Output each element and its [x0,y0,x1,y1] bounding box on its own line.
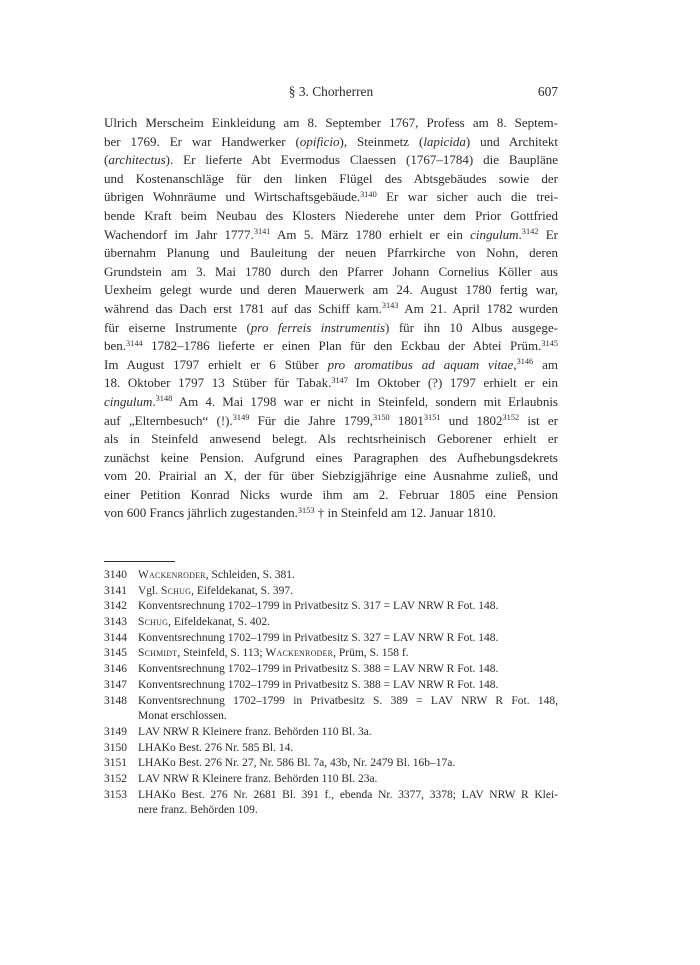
text-run: vom 20. Prairial an X, der für über Siebzigjährige eine Ausnahme zuließ, und [104,468,558,484]
text-run: . [518,226,522,242]
text-run: übrigen Wohnräume und Wirtschaftsgebäude. [104,189,361,205]
page-number: 607 [537,84,558,99]
text-run: Am 21. April 1782 wurden [398,300,558,316]
footnote-text [138,788,558,819]
italic-text: lapicida [423,133,466,149]
footnote-number: 3143 [104,616,127,629]
text-run: ). Er lieferte Abt Evermodus Claessen (1767–1784) die Baupläne [165,152,558,168]
footnote-item [104,584,558,600]
text-run: Er war sicher auch die trei- [376,189,558,205]
footnote-reference: 3147 [331,375,348,385]
smallcaps-author: Schug [161,584,192,597]
smallcaps-author: Wackenroder [138,569,206,581]
text-run: Konventsrechnung 1702–1799 in Privatbesitz S. 327 = LAV NRW R Fot. 148. [138,631,499,644]
italic-text: architectus [108,152,166,168]
text-run: Am 4. Mai 1798 war er nicht in Steinfeld, sondern mit Erlaubnis [172,393,558,409]
body-line [104,337,558,356]
body-line [104,504,558,523]
footnote-item [104,788,558,819]
body-line [104,300,558,319]
footnote-reference: 3143 [381,301,399,311]
text-run: ( [104,152,109,168]
footnote-text [138,678,558,694]
footnote-number: 3148 [104,694,127,707]
footnote-reference: 3140 [360,189,377,199]
footnote-reference: 3145 [541,338,558,348]
footnote-line [138,662,558,678]
body-line [104,114,558,133]
italic-text: pro ferreis instrumentis [250,319,386,335]
footnote-item [104,741,558,757]
text-run: übernahm Planung und Bauleitung der neuen Pfarrkirche von Nohn, deren [104,245,558,261]
text-run: , Schleiden, S. 381. [205,569,295,581]
body-line [104,393,558,412]
footnote-number: 3147 [104,678,127,691]
text-run: nere franz. Behörden 109. [138,804,258,817]
footnotes-section [104,568,558,819]
section-heading: § 3. Chorherren [288,84,374,99]
body-line [104,412,558,431]
footnote-reference: 3148 [155,394,173,404]
footnote-line [138,725,558,741]
main-paragraph [104,114,558,523]
body-line [104,151,558,170]
footnote-reference: 3150 [373,412,390,422]
footnote-text [138,662,558,678]
footnote-number: 3141 [104,584,127,597]
text-run: ), Steinmetz ( [339,133,424,149]
text-run: Er [538,226,558,242]
footnote-line [138,709,558,725]
footnote-line [138,584,558,600]
footnote-number: 3142 [104,600,127,613]
text-run: ben. [104,338,127,354]
text-run: ber 1769. Er war Handwerker ( [104,133,300,149]
footnote-number: 3140 [104,569,127,581]
text-run: am [533,356,558,372]
footnote-reference: 3149 [232,412,250,422]
footnote-number: 3144 [104,631,127,644]
footnote-line [138,756,558,772]
footnote-line [138,803,558,819]
text-run: und 1802 [440,412,503,428]
text-run: Für die Jahre 1799, [249,412,374,428]
italic-text: cingulum [104,393,153,409]
footnote-text [138,741,558,757]
footnote-text [138,631,558,647]
body-line [104,244,558,263]
footnote-item [104,756,558,772]
text-run: . [152,393,156,409]
text-run: Vgl. [138,584,161,597]
body-line [104,170,558,189]
text-run: LHAKo Best. 276 Nr. 2681 Bl. 391 f., ebenda Nr. 3377, 3378; LAV NRW R Klei- [138,788,558,801]
text-run: während das Dach erst 1781 auf das Schiff kam. [104,300,382,316]
footnote-text [138,568,558,584]
body-line [104,133,558,152]
body-line [104,486,558,505]
footnote-separator-rule [104,561,175,562]
text-run: zunächst keine Pension. Aufgrund eines Paragraphen des Aufhebungsdekrets [104,449,558,465]
footnote-line [138,788,558,804]
footnote-reference: 3153 [297,505,315,515]
italic-text: pro aromatibus ad aquam vitae [327,356,514,372]
footnote-number: 3150 [104,741,127,754]
footnote-text [138,694,558,725]
text-run: , Steinfeld, S. 113; [177,647,266,660]
footnote-reference: 3146 [516,357,534,367]
body-line [104,374,558,393]
footnote-line [138,568,558,584]
running-header [104,84,558,100]
text-run: , Eifeldekanat, S. 397. [191,584,293,597]
text-run: Am 5. März 1780 erhielt er ein [270,226,471,242]
body-line [104,207,558,226]
text-run: LHAKo Best. 276 Nr. 585 Bl. 14. [138,741,294,754]
footnote-text [138,772,558,788]
footnote-number: 3149 [104,725,127,738]
footnote-line [138,615,558,631]
text-run: bende Kraft beim Neubau des Klosters Niederehe unter dem Prior Gottfried [104,207,558,223]
text-run: einer Petition Konrad Nicks wurde ihm am 2. Februar 1805 eine Pension [104,486,558,502]
text-run: LAV NRW R Kleinere franz. Behörden 110 Bl. 23a. [138,772,378,785]
footnote-item [104,599,558,615]
footnote-number: 3145 [104,647,127,660]
footnote-item [104,568,558,584]
text-run: Wachendorf im Jahr 1777. [104,226,254,242]
body-line [104,263,558,282]
footnote-number: 3152 [104,772,127,785]
footnote-line [138,694,558,710]
footnote-item [104,615,558,631]
text-run: 1782–1786 lieferte er einen Plan für den Eckbau der Abtei Prüm. [142,338,542,354]
text-run: , [513,356,517,372]
text-run: für eiserne Instrumente ( [104,319,251,335]
footnote-item [104,772,558,788]
body-line [104,319,558,338]
footnote-item [104,631,558,647]
text-run: Konventsrechnung 1702–1799 in Privatbesitz S. 388 = LAV NRW R Fot. 148. [138,678,499,691]
body-line [104,226,558,245]
text-run: Ulrich Merscheim Einkleidung am 8. September 1767, Profess am 8. Septem- [104,115,558,130]
footnote-text [138,646,558,662]
footnote-line [138,741,558,757]
text-run: als in Steinfeld anwesend belegt. Als rechtsrheinisch Geborener erhielt er [104,431,558,447]
text-run: Im August 1797 erhielt er 6 Stüber [104,356,328,372]
text-run: von 600 Francs jährlich zugestanden. [104,505,298,521]
smallcaps-author: Wackenroder [265,647,334,660]
footnote-item [104,678,558,694]
footnote-text [138,599,558,615]
footnote-line [138,631,558,647]
smallcaps-author: Schmidt [138,647,178,660]
smallcaps-author: Schug [138,616,169,629]
body-line [104,467,558,486]
text-run: , Eifeldekanat, S. 402. [168,616,270,629]
footnote-reference: 3151 [423,412,441,422]
footnote-item [104,662,558,678]
footnote-line [138,678,558,694]
italic-text: opificio [299,133,340,149]
footnote-item [104,646,558,662]
footnote-text [138,725,558,741]
footnote-number: 3146 [104,663,127,676]
body-line [104,356,558,375]
footnote-item [104,694,558,725]
footnote-text [138,584,558,600]
text-run: und Kostenanschläge für den linken Flügel des Abtsgebäudes sowie der [104,170,558,186]
text-run: 1801 [389,412,424,428]
text-run: ) für ihn 10 Albus ausgege- [385,319,559,335]
footnote-number: 3153 [104,788,127,801]
body-line [104,449,558,468]
text-run: Konventsrechnung 1702–1799 in Privatbesitz S. 388 = LAV NRW R Fot. 148. [138,663,499,676]
text-run: ) und Architekt [465,133,558,149]
footnote-line [138,646,558,662]
footnote-reference: 3144 [126,338,143,348]
text-run: 18. Oktober 1797 13 Stüber für Tabak. [104,375,332,391]
text-run: Uexheim gelegt wurde und deren Mauerwerk am 24. August 1780 fertig war, [104,282,558,298]
footnote-reference: 3152 [502,412,520,422]
text-run: Konventsrechnung 1702–1799 in Privatbesitz S. 389 = LAV NRW R Fot. 148, [138,694,558,707]
footnote-line [138,599,558,615]
text-run: , Prüm, S. 158 f. [333,647,409,660]
footnote-item [104,725,558,741]
text-run: Monat erschlossen. [138,710,227,723]
text-run: Konventsrechnung 1702–1799 in Privatbesitz S. 317 = LAV NRW R Fot. 148. [138,600,499,613]
footnote-reference: 3142 [521,226,539,236]
text-run: Im Oktober (?) 1797 erhielt er ein [347,375,558,391]
text-run: auf „Elternbesuch“ (!). [104,412,233,428]
body-line [104,430,558,449]
text-run: LHAKo Best. 276 Nr. 27, Nr. 586 Bl. 7a, 43b, Nr. 2479 Bl. 16b–17a. [138,757,456,770]
text-run: ist er [519,412,559,428]
text-run: Grundstein am 3. Mai 1780 durch den Pfarrer Johann Cornelius Köller aus [104,263,558,279]
text-run: † in Steinfeld am 12. Januar 1810. [314,505,497,521]
footnote-reference: 3141 [253,226,271,236]
text-run: LAV NRW R Kleinere franz. Behörden 110 Bl. 3a. [138,725,372,738]
footnote-text [138,615,558,631]
footnote-number: 3151 [104,757,127,770]
italic-text: cingulum [470,226,519,242]
body-line [104,188,558,207]
footnote-text [138,756,558,772]
body-line [104,281,558,300]
footnote-line [138,772,558,788]
